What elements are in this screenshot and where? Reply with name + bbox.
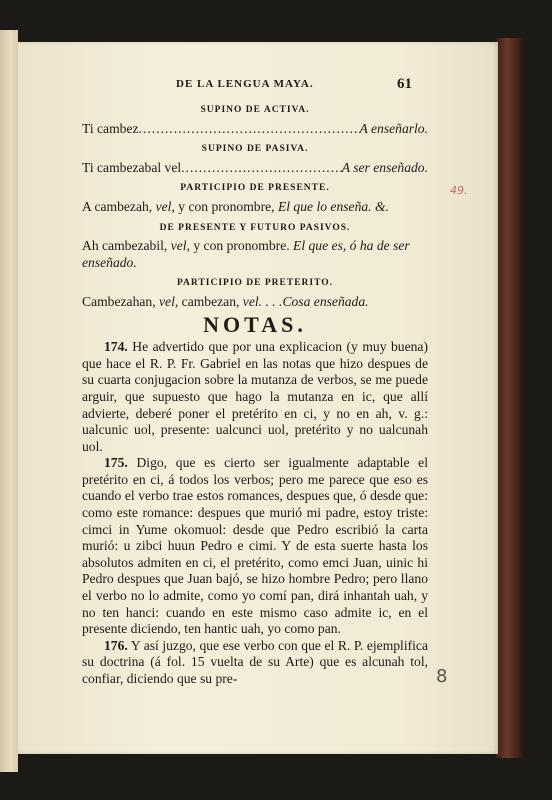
margin-bracket-mark: 8 (436, 666, 448, 687)
conjugation-line (82, 121, 428, 138)
text-run: . . . .Cosa enseñada. (258, 293, 369, 309)
leader-dots (139, 121, 360, 138)
text-run: Cambezahan, (82, 293, 159, 309)
notes-title: NOTAS. (203, 311, 307, 337)
leader-dots (181, 160, 342, 177)
text-run: , y con pronombre, (171, 198, 278, 214)
section-heading: PARTICIPIO DE PRESENTE. (180, 183, 330, 194)
running-title: DE LA LENGUA MAYA. (176, 78, 314, 90)
note-number: 174. (104, 339, 128, 355)
spanish-gloss: A enseñarlo. (359, 120, 428, 136)
note-text: Digo, que es cierto ser igualmente adaptable el pretérito en ci, á todos los verbos; pero me parece que eso es cuando el verbo trae estos romances, despues que, ó desde que: como este romance: despues que murió mi padre, estoy triste: cimci in Yume okomuol: desde que Pedro escribió la carta murió: u zibci huun Pedro e cimi. Y de esta suerte hasta los absolutos admiten en ci, el pretérito, como emci Juan, uinic hi Pedro despues que Juan bajó, se hizo hombre Pedro; pero llano el verbo no lo admite, como yo comí pan, dirá inhantah uah, y no ten hanci: cuando en este mismo caso admite ic, en el presente diciendo, ten hantic uah, yo como pan. (82, 455, 428, 637)
text-run: , cambezan, (174, 293, 243, 309)
text-run: vel (242, 293, 259, 309)
note-text: He advertido que por una explicacion (y muy buena) que hace el R. P. Fr. Gabriel en las notas que hizo despues de su cuarta conjugacion sobre la mutanza de verbos, se me puede arguir, que supuesto que hago la mutanza en ic, que allí advierte, deberé poner el pretérito en ci, y no en ah, v. g.: ualcunic uol, presente: ualcunci uol, pretérito y no ualcunah uol. (82, 339, 428, 454)
conjugation-line (82, 294, 428, 311)
text-run: , y con pronombre. (186, 238, 294, 254)
text-run: El que lo enseña. &. (277, 198, 389, 214)
spanish-gloss: A ser enseñado. (341, 159, 428, 175)
note-number: 176. (104, 637, 128, 653)
text-run: Ah cambezabil, (82, 238, 171, 254)
text-run: vel (155, 198, 172, 214)
page-number: 61 (397, 76, 412, 92)
page-body (82, 98, 428, 688)
note-paragraph (82, 638, 428, 688)
note-text: Y así juzgo, que ese verbo con que el R. P. ejemplifica su doctrina (á fol. 15 vuelta de su Arte) que es alcunah tol, confiar, diciendo que su pre- (82, 637, 428, 686)
section-heading: SUPINO DE PASIVA. (201, 144, 309, 155)
book-page (18, 42, 498, 754)
maya-form: Ti cambez (82, 120, 139, 136)
section-heading: DE PRESENTE Y FUTURO PASIVOS. (159, 222, 351, 233)
page-header (18, 76, 498, 94)
note-paragraph (82, 455, 428, 638)
note-paragraph (82, 339, 428, 455)
maya-form: Ti cambezabal vel (82, 159, 182, 175)
note-number: 175. (104, 455, 128, 471)
text-run: El que es, ó ha de ser enseñado. (82, 238, 410, 270)
left-page-edge (0, 30, 18, 772)
text-run: vel (170, 238, 187, 254)
book-spine (496, 38, 524, 758)
text-run: A cambezah, (82, 198, 156, 214)
section-heading: PARTICIPIO DE PRETERITO. (176, 278, 334, 289)
text-run: vel (159, 293, 175, 309)
pencil-margin-note: 49. (450, 184, 468, 197)
section-heading: SUPINO DE ACTIVA. (200, 105, 310, 115)
conjugation-line (82, 160, 428, 177)
conjugation-line (82, 238, 428, 271)
conjugation-line (82, 199, 428, 216)
